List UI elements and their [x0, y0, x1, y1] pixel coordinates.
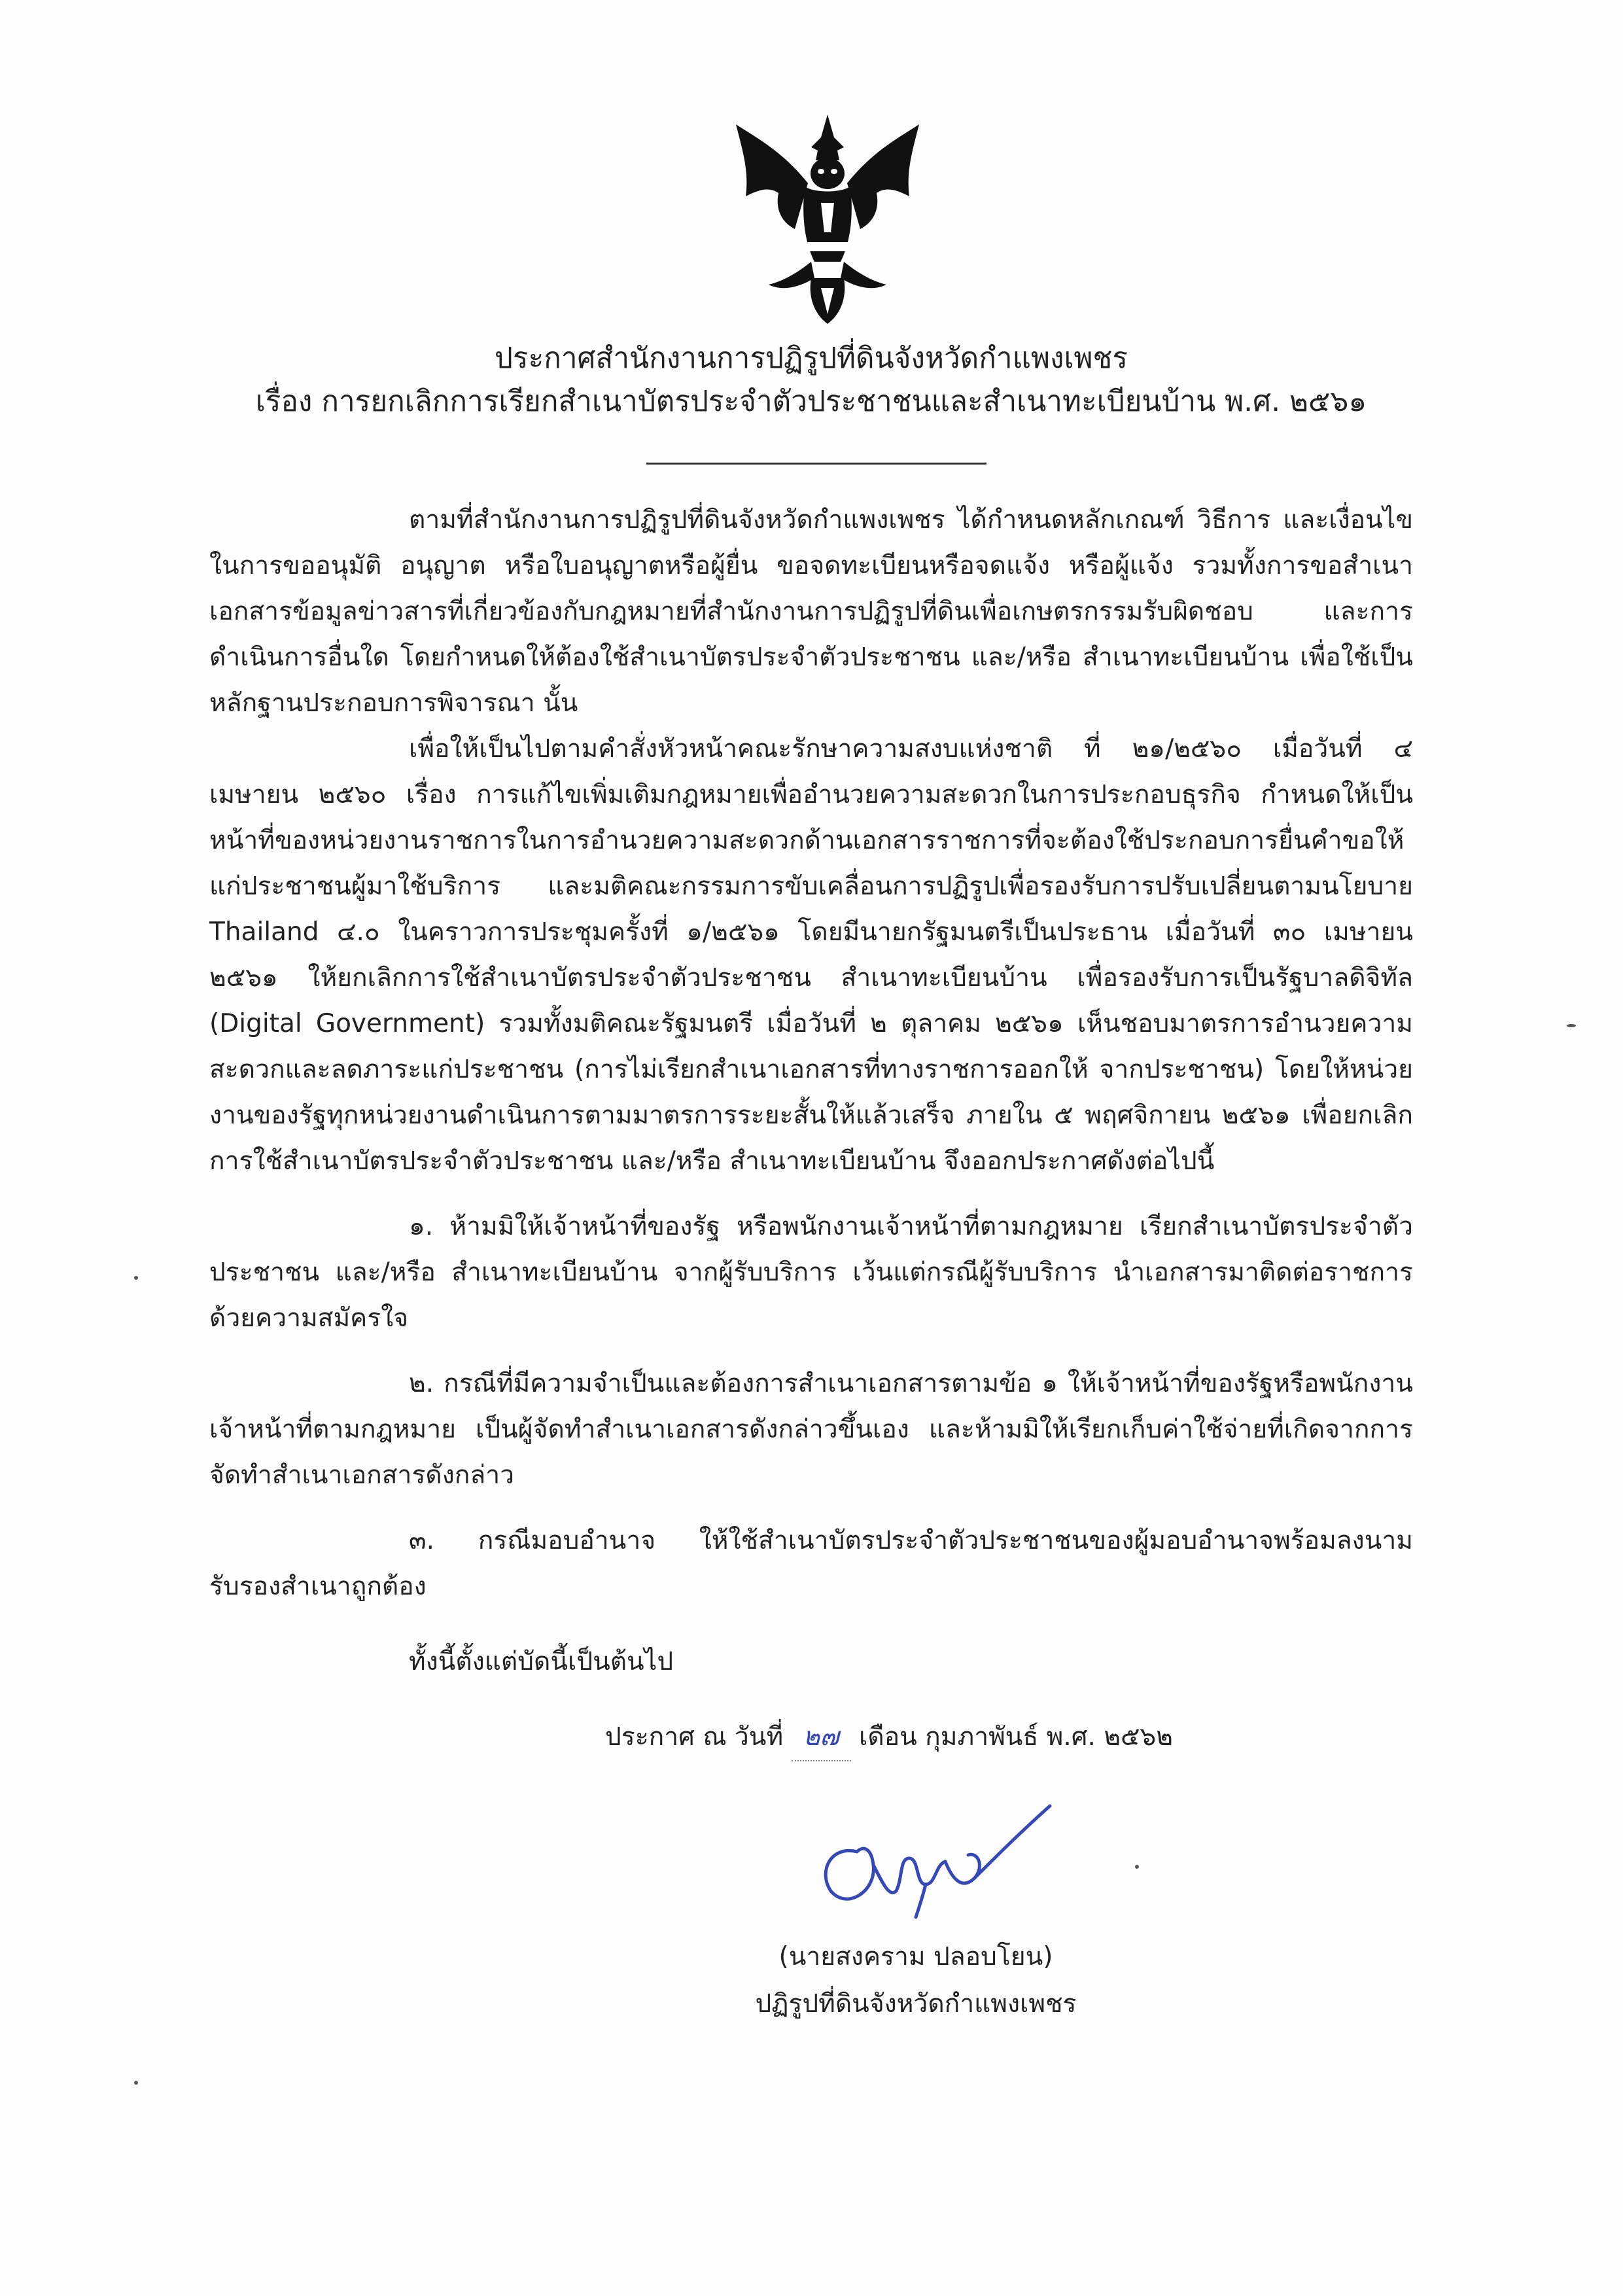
effective-note: ทั้งนี้ตั้งแต่บัดนี้เป็นต้นไป: [409, 1647, 674, 1676]
signer-block: [654, 1934, 1178, 2028]
scan-speck: [134, 1276, 138, 1280]
scan-speck: [1135, 1865, 1139, 1869]
date-suffix: เดือน กุมภาพันธ์ พ.ศ. ๒๕๖๒: [859, 1722, 1174, 1752]
signer-position: ปฏิรูปที่ดินจังหวัดกำแพงเพชร: [755, 1989, 1077, 2019]
paragraph-clause-3: ๓. กรณีมอบอำนาจ ให้ใช้สำเนาบัตรประจำตัวประชาชนของผู้มอบอำนาจพร้อมลงนามรับรองสำเนาถูกต้อง: [209, 1526, 1413, 1601]
scan-speck: [1567, 1024, 1576, 1027]
signer-name: (นายสงคราม ปลอบโยน): [778, 1942, 1053, 1971]
announcement-header: [209, 337, 1413, 423]
date-day-handwritten: ๒๗: [792, 1714, 851, 1761]
announcement-subject: เรื่อง การยกเลิกการเรียกสำเนาบัตรประจำตัวประชาชนและสำเนาทะเบียนบ้าน พ.ศ. ๒๕๖๑: [255, 385, 1367, 418]
title-divider: [646, 463, 986, 465]
announcement-title: ประกาศสำนักงานการปฏิรูปที่ดินจังหวัดกำแพงเพชร: [495, 342, 1128, 375]
paragraph-clause-1: ๑. ห้ามมิให้เจ้าหน้าที่ของรัฐ หรือพนักงานเจ้าหน้าที่ตามกฎหมาย เรียกสำเนาบัตรประจำตัวประชาชน และ/หรือ สำเนาทะเบียนบ้าน จากผู้รับบริการ เว้นแต่กรณีผู้รับบริการ นำเอกสารมาติดต่อราชการด้วยความสมัครใจ: [209, 1212, 1413, 1333]
garuda-emblem-icon: [729, 111, 926, 327]
scan-speck: [134, 2081, 138, 2085]
paragraph-preamble: ตามที่สำนักงานการปฏิรูปที่ดินจังหวัดกำแพงเพชร ได้กำหนดหลักเกณฑ์ วิธีการ และเงื่อนไขในการขออนุมัติ อนุญาต หรือใบอนุญาตหรือผู้ยื่น ขอจดทะเบียนหรือจดแจ้ง หรือผู้แจ้ง รวมทั้งการขอสำเนาเอกสารข้อมูลข่าวสารที่เกี่ยวข้องกับกฎหมายที่สำนักงานการปฏิรูปที่ดินเพื่อเกษตรกรรมรับผิดชอบ และการดำเนินการอื่นใด โดยกำหนดให้ต้องใช้สำเนาบัตรประจำตัวประชาชน และ/หรือ สำเนาทะเบียนบ้าน เพื่อใช้เป็นหลักฐานประกอบการพิจารณา นั้น: [209, 505, 1413, 718]
announcement-date: [605, 1714, 1173, 1761]
date-prefix: ประกาศ ณ วันที่: [605, 1722, 784, 1752]
handwritten-signature-icon: [811, 1793, 1060, 1924]
announcement-body: [209, 497, 1413, 1610]
paragraph-basis: เพื่อให้เป็นไปตามคำสั่งหัวหน้าคณะรักษาความสงบแห่งชาติ ที่ ๒๑/๒๕๖๐ เมื่อวันที่ ๔ เมษายน ๒๕๖๐ เรื่อง การแก้ไขเพิ่มเติมกฎหมายเพื่ออำนวยความสะดวกในการประกอบธุรกิจ กำหนดให้เป็นหน้าที่ของหน่วยงานราชการในการอำนวยความสะดวกด้านเอกสารราชการที่จะต้องใช้ประกอบการยื่นคำขอให้แก่ประชาชนผู้มาใช้บริการ และมติคณะกรรมการขับเคลื่อนการปฏิรูปเพื่อรองรับการปรับเปลี่ยนตามนโยบาย Thailand ๔.๐ ในคราวการประชุมครั้งที่ ๑/๒๕๖๑ โดยมีนายกรัฐมนตรีเป็นประธาน เมื่อวันที่ ๓๐ เมษายน ๒๕๖๑ ให้ยกเลิกการใช้สำเนาบัตรประจำตัวประชาชน สำเนาทะเบียนบ้าน เพื่อรองรับการเป็นรัฐบาลดิจิทัล (Digital Government) รวมทั้งมติคณะรัฐมนตรี เมื่อวันที่ ๒ ตุลาคม ๒๕๖๑ เห็นชอบมาตรการอำนวยความสะดวกและลดภาระแก่ประชาชน (การไม่เรียกสำเนาเอกสารที่ทางราชการออกให้ จากประชาชน) โดยให้หน่วยงานของรัฐทุกหน่วยงานดำเนินการตามมาตรการระยะสั้นให้แล้วเสร็จ ภายใน ๕ พฤศจิกายน ๒๕๖๑ เพื่อยกเลิกการใช้สำเนาบัตรประจำตัวประชาชน และ/หรือ สำเนาทะเบียนบ้าน จึงออกประกาศดังต่อไปนี้: [209, 734, 1413, 1176]
paragraph-clause-2: ๒. กรณีที่มีความจำเป็นและต้องการสำเนาเอกสารตามข้อ ๑ ให้เจ้าหน้าที่ของรัฐหรือพนักงานเจ้าหน้าที่ตามกฎหมาย เป็นผู้จัดทำสำเนาเอกสารดังกล่าวขึ้นเอง และห้ามมิให้เรียกเก็บค่าใช้จ่ายที่เกิดจากการจัดทำสำเนาเอกสารดังกล่าว: [209, 1369, 1413, 1490]
